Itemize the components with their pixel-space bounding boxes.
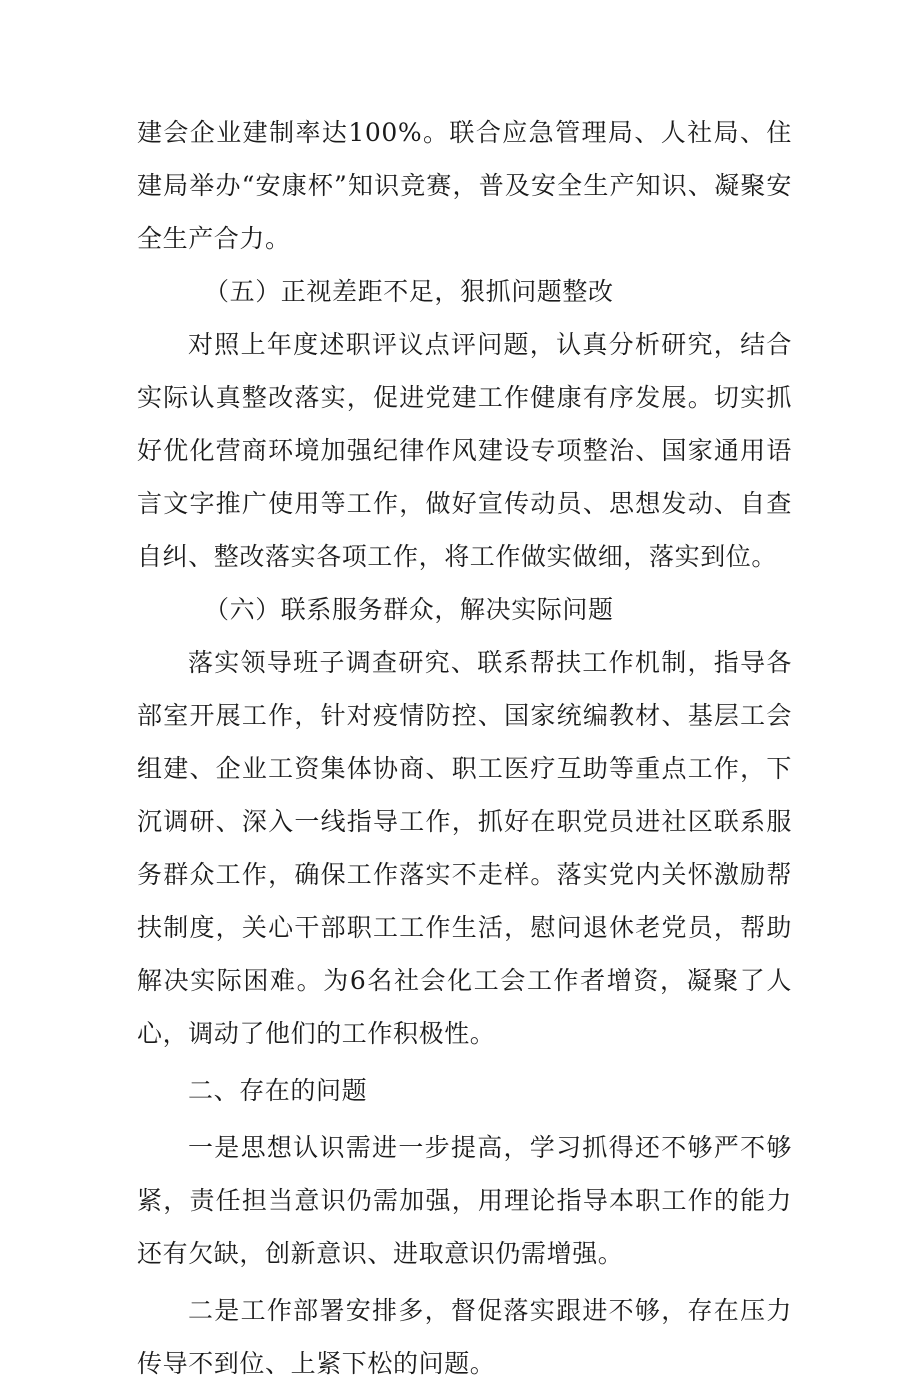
paragraph-continued: 建会企业建制率达100%。联合应急管理局、人社局、住建局举办“安康杯”知识竞赛，普及安全生产知识、凝聚安全生产合力。 xyxy=(137,118,792,253)
paragraph-rectification: 对照上年度述职评议点评问题，认真分析研究，结合实际认真整改落实，促进党建工作健康有序发展。切实抓好优化营商环境加强纪律作风建设专项整治、国家通用语言文字推广使用等工作，做好宣传动员、思想发动、自查自纠、整改落实各项工作，将工作做实做细，落实到位。 xyxy=(137,330,792,571)
paragraph-problem-one: 一是思想认识需进一步提高，学习抓得还不够严不够紧，责任担当意识仍需加强，用理论指导本职工作的能力还有欠缺，创新意识、进取意识仍需增强。 xyxy=(137,1133,792,1268)
section-heading-five: （五）正视差距不足，狠抓问题整改 xyxy=(204,277,614,306)
paragraph-serving-masses: 落实领导班子调查研究、联系帮扶工作机制，指导各部室开展工作，针对疫情防控、国家统编教材、基层工会组建、企业工资集体协商、职工医疗互助等重点工作，下沉调研、深入一线指导工作，抓好在职党员进社区联系服务群众工作，确保工作落实不走样。落实党内关怀激励帮扶制度，关心干部职工工作生活，慰问退休老党员，帮助解决实际困难。为6名社会化工会工作者增资，凝聚了人心，调动了他们的工作积极性。 xyxy=(137,648,792,1048)
paragraph-problem-two: 二是工作部署安排多，督促落实跟进不够，存在压力传导不到位、上紧下松的问题。 xyxy=(137,1296,792,1378)
chapter-heading-problems: 二、存在的问题 xyxy=(188,1076,368,1105)
section-heading-six: （六）联系服务群众，解决实际问题 xyxy=(204,595,614,624)
document-body xyxy=(137,106,792,1390)
